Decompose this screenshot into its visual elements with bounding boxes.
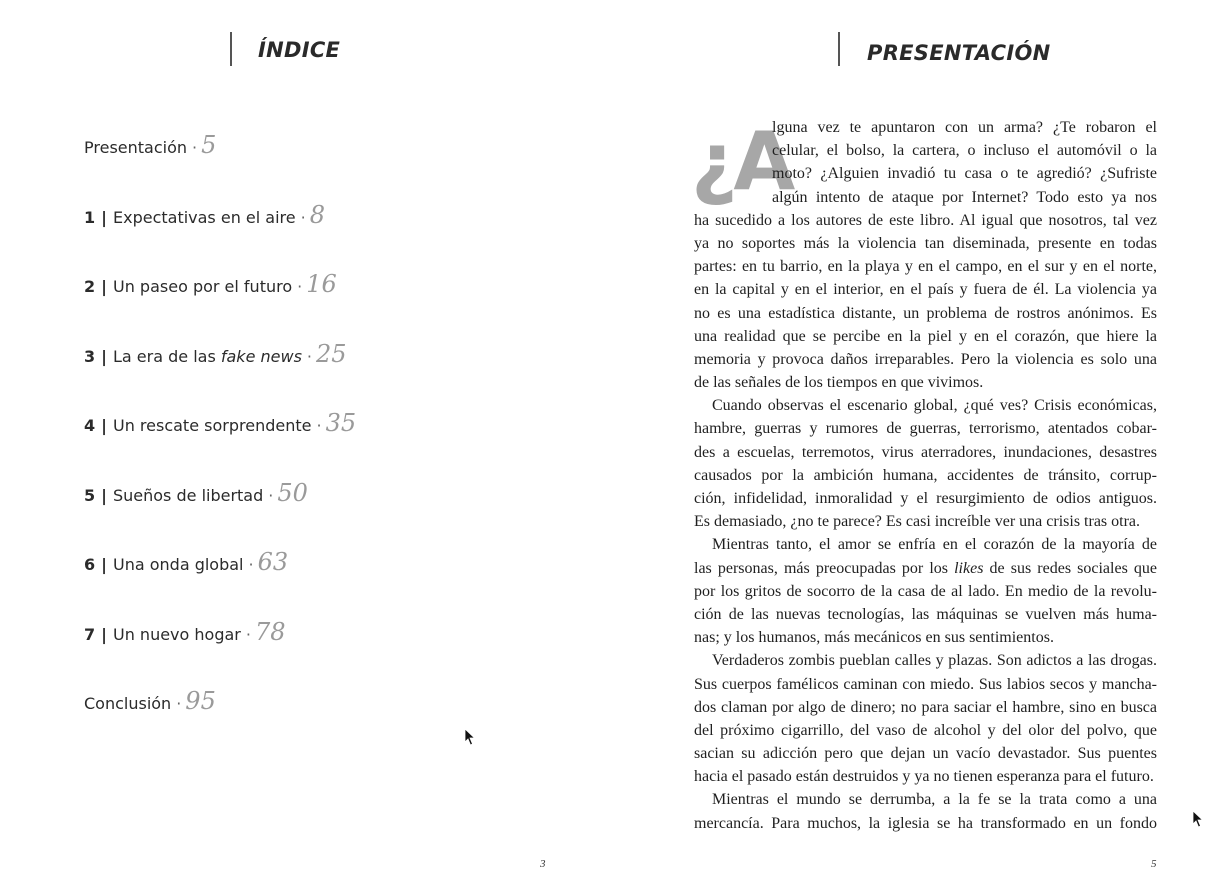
toc-page-number: 16	[306, 270, 337, 298]
body-line: de las señales de los tiempos en que vivimos.	[694, 374, 984, 392]
page-number-left: 3	[540, 858, 546, 870]
body-line: las personas, más preocupadas por los likes de sus redes sociales que	[694, 559, 1157, 577]
toc-dot: ·	[300, 208, 306, 227]
toc-page-number: 5	[201, 131, 217, 159]
body-line: Mientras el mundo se derrumba, a la fe se la trata como a una	[712, 791, 1157, 809]
toc-label-text: Un paseo por el futuro	[112, 277, 293, 296]
toc-label-text: Conclusión	[84, 694, 172, 713]
toc-page-number: 50	[277, 479, 308, 507]
chapter-separator: |	[101, 555, 107, 574]
toc-page-number: 25	[316, 340, 347, 368]
body-line: moto? ¿Alguien invadió tu casa o te agredió? ¿Sufriste	[772, 165, 1157, 183]
toc-dot: ·	[297, 277, 303, 296]
body-line: Mientras tanto, el amor se enfría en el corazón de la mayoría de	[712, 536, 1157, 554]
toc-label-text: Presentación	[84, 138, 188, 157]
toc-dot: ·	[248, 555, 254, 574]
body-text	[694, 116, 1157, 835]
body-line: no es una estadística distante, un problema de rostros anónimos. Es	[694, 304, 1157, 322]
toc-label-text: Un rescate sorprendente	[112, 416, 312, 435]
body-line: hacia el pasado están destruidos y ya no tienen esperanza para el futuro.	[694, 768, 1154, 786]
toc-page-number: 95	[185, 687, 216, 715]
mouse-cursor-icon	[464, 728, 476, 746]
toc-label-text: Sueños de libertad	[112, 486, 264, 505]
chapter-number: 6	[84, 555, 96, 574]
toc-label	[113, 204, 296, 232]
body-line: des a escuelas, terremotos, virus aterradores, inundaciones, desastres	[694, 443, 1157, 461]
chapter-separator: |	[101, 347, 107, 366]
chapter-separator: |	[101, 277, 107, 296]
chapter-separator: |	[101, 486, 107, 505]
body-line: mercancía. Para muchos, la iglesia se ha transformado en un fondo	[694, 814, 1157, 832]
chapter-number: 3	[84, 347, 96, 366]
body-line: nas; y los humanos, más mecánicos en sus sentimientos.	[694, 629, 1054, 647]
toc-label-text: Expectativas en el aire	[112, 208, 296, 227]
chapter-number: 2	[84, 277, 96, 296]
chapter-number: 4	[84, 416, 96, 435]
toc-label-emphasis: fake news	[220, 347, 302, 366]
heading-bar	[230, 32, 232, 66]
page-number-right: 5	[1151, 858, 1157, 870]
toc-dot: ·	[245, 625, 251, 644]
toc-entry[interactable]	[84, 270, 337, 301]
index-heading: ÍNDICE	[258, 38, 341, 62]
toc-dot: ·	[176, 694, 182, 713]
toc-label-text: La era de las	[112, 347, 221, 366]
heading-bar	[838, 32, 840, 66]
toc-entry[interactable]	[84, 687, 216, 718]
chapter-separator: |	[101, 416, 107, 435]
body-line: causados por la ambición humana, accidentes de tránsito, corrup-	[694, 466, 1157, 484]
toc-label	[113, 412, 311, 440]
toc-entry[interactable]	[84, 409, 356, 440]
mouse-cursor-icon	[1192, 810, 1204, 828]
body-line: memoria y provoca daños irreparables. Pero la violencia es solo una	[694, 350, 1157, 368]
toc-page-number: 8	[309, 201, 325, 229]
body-line: algún intento de ataque por Internet? Todo esto ya nos	[772, 188, 1157, 206]
body-line: Verdaderos zombis pueblan calles y plazas. Son adictos a las drogas.	[712, 652, 1157, 670]
body-line: lguna vez te apuntaron con un arma? ¿Te robaron el	[772, 119, 1157, 136]
toc-dot: ·	[192, 138, 198, 157]
toc-entry[interactable]	[84, 201, 325, 232]
presentation-heading: PRESENTACIÓN	[867, 41, 1051, 65]
toc-entry[interactable]	[84, 479, 308, 510]
body-line: por los gritos de socorro de la casa de al lado. En medio de la revolu-	[694, 582, 1157, 600]
toc-entry[interactable]	[84, 131, 216, 162]
toc-label-text: Un nuevo hogar	[112, 625, 241, 644]
body-line: ción, infidelidad, inmoralidad y el resurgimiento de odios antiguos.	[694, 490, 1157, 507]
toc-label	[113, 551, 244, 579]
body-line: Sus cuerpos famélicos caminan con miedo. Sus labios secos y mancha-	[694, 675, 1157, 693]
toc-page-number: 78	[254, 618, 286, 646]
drop-cap: ¿A	[691, 115, 792, 208]
body-line: Es demasiado, ¿no te parece? Es casi increíble ver una crisis tras otra.	[694, 513, 1141, 531]
toc-dot: ·	[316, 416, 322, 435]
toc-label	[113, 482, 263, 510]
toc-entry[interactable]	[84, 340, 347, 371]
chapter-number: 1	[84, 208, 96, 227]
body-line: celular, el bolso, la cartera, o incluso el automóvil o la	[772, 142, 1157, 160]
body-line: una realidad que se percibe en la piel y en el corazón, que hiere la	[694, 327, 1157, 345]
body-line: hambre, guerras y rumores de guerras, terrorismo, atentados cobar-	[694, 420, 1157, 438]
toc-entry[interactable]	[84, 618, 286, 649]
body-line: en la capital y en el interior, en el país y fuera de él. La violencia ya	[694, 281, 1157, 299]
right-page	[609, 0, 1218, 884]
body-line: partes: en tu barrio, en la playa y en el campo, en el sur y en el norte,	[694, 258, 1157, 276]
toc-dot: ·	[306, 347, 312, 366]
body-line: sacian su adicción pero que dejan un vacío devastador. Sus puentes	[694, 745, 1157, 763]
body-line: dos claman por algo de dinero; no para saciar el hambre, sino en busca	[694, 698, 1157, 716]
toc-page-number: 35	[325, 409, 357, 437]
chapter-separator: |	[101, 208, 107, 227]
toc-dot: ·	[268, 486, 274, 505]
toc-label	[113, 621, 241, 649]
chapter-number: 5	[84, 486, 96, 505]
chapter-number: 7	[84, 625, 96, 644]
body-line: del próximo cigarrillo, del vaso de alcohol y del olor del polvo, que	[694, 721, 1157, 739]
body-line: ha sucedido a los autores de este libro. Al igual que nosotros, tal vez	[694, 211, 1157, 229]
body-line: ya no soportes más la violencia tan diseminada, presente en todas	[694, 234, 1157, 252]
toc-label	[84, 690, 171, 718]
toc-page-number: 63	[257, 548, 289, 576]
toc-label	[113, 273, 292, 301]
toc-label	[84, 134, 187, 162]
body-line: Cuando observas el escenario global, ¿qué ves? Crisis económicas,	[712, 397, 1157, 415]
toc-entry[interactable]	[84, 548, 288, 579]
toc-label-text: Una onda global	[112, 555, 244, 574]
body-line: ción de las nuevas tecnologías, las máquinas se vuelven más huma-	[694, 605, 1157, 623]
chapter-separator: |	[101, 625, 107, 644]
toc-label	[113, 343, 302, 371]
